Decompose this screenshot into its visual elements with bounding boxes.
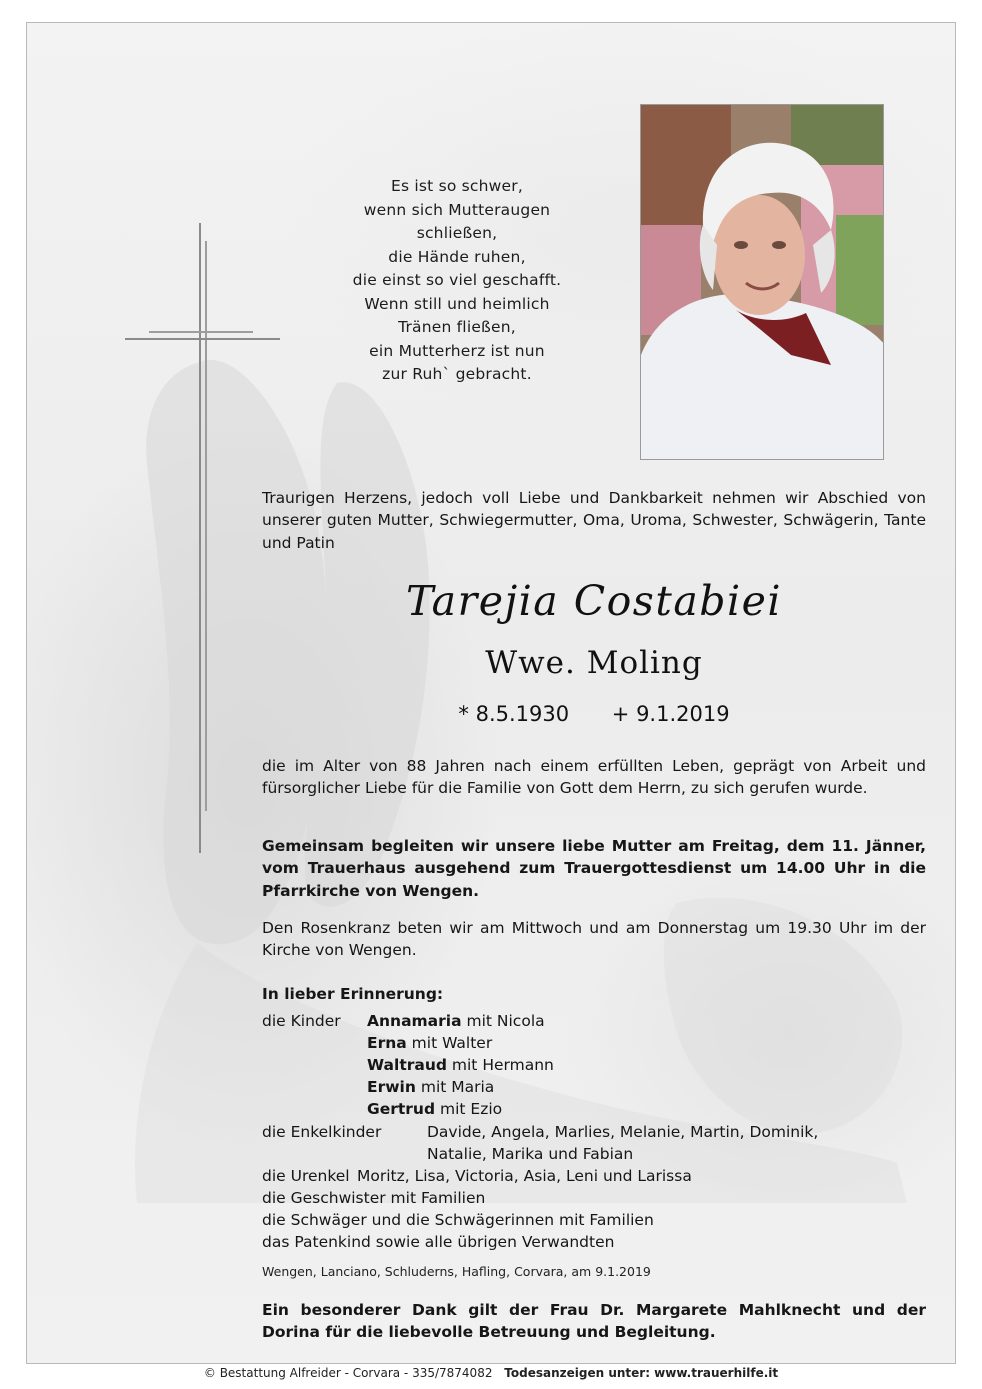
footer — [0, 1366, 982, 1380]
children-row — [262, 1010, 341, 1032]
death-date: + 9.1.2019 — [611, 702, 730, 726]
description-text: die im Alter von 88 Jahren nach einem erfüllten Leben, geprägt von Arbeit und fürsorglicher Liebe für die Familie von Gott dem Herrn, zu sich gerufen wurde. — [262, 757, 926, 798]
obituary-card — [26, 22, 956, 1364]
greatgrandchildren-names: Moritz, Lisa, Victoria, Asia, Leni und Larissa — [357, 1167, 692, 1185]
grandchildren-label: die Enkelkinder — [262, 1123, 382, 1141]
footer-copyright: © Bestattung Alfreider - Corvara - 335/7874082 — [203, 1366, 493, 1380]
child-partner: mit Maria — [420, 1078, 495, 1096]
poem-line: die einst so viel geschafft. — [352, 271, 562, 289]
children-label: die Kinder — [262, 1012, 341, 1030]
other-mourners-line: die Schwäger und die Schwägerinnen mit Familien — [262, 1211, 654, 1229]
child-entry — [367, 1010, 545, 1032]
poem-line: Tränen fließen, — [398, 318, 516, 336]
poem-line: ein Mutterherz ist nun — [369, 341, 545, 360]
child-name: Gertrud — [367, 1100, 436, 1118]
poem-line: schließen, — [416, 224, 498, 242]
cross-icon — [125, 223, 280, 853]
child-name: Annamaria — [367, 1012, 462, 1030]
places-date: Wengen, Lanciano, Schluderns, Hafling, Corvara, am 9.1.2019 — [262, 1264, 651, 1279]
rosary-text: Den Rosenkranz beten wir am Mittwoch und am Donnerstag um 19.30 Uhr im der Kirche von Wengen. — [262, 919, 926, 960]
child-name: Waltraud — [367, 1056, 447, 1074]
child-entry — [367, 1076, 494, 1098]
child-partner: mit Walter — [411, 1034, 493, 1052]
life-dates — [262, 697, 926, 731]
child-entry — [367, 1098, 502, 1120]
mourners-heading: In lieber Erinnerung: — [262, 985, 444, 1003]
child-partner: mit Nicola — [466, 1012, 545, 1030]
child-entry — [367, 1054, 554, 1076]
deceased-subname: Wwe. Moling — [485, 645, 703, 681]
deceased-name: Tarejia Costabiei — [405, 577, 783, 625]
poem-line: wenn sich Mutteraugen — [363, 200, 551, 219]
grandchildren-line: Natalie, Marika und Fabian — [427, 1145, 634, 1163]
grandchildren-line: Davide, Angela, Marlies, Melanie, Martin, Dominik, — [427, 1123, 819, 1141]
child-entry — [367, 1032, 492, 1054]
poem-line: die Hände ruhen, — [388, 247, 526, 266]
footer-website: Todesanzeigen unter: www.trauerhilfe.it — [504, 1366, 779, 1380]
poem-line: Wenn still und heimlich — [364, 294, 550, 313]
birth-date: * 8.5.1930 — [458, 702, 570, 726]
thanks-text: Ein besonderer Dank gilt der Frau Dr. Margarete Mahlknecht und der Dorina für die liebevolle Betreuung und Begleitung. — [262, 1301, 926, 1342]
child-name: Erwin — [367, 1078, 416, 1096]
other-mourners-line: die Geschwister mit Familien — [262, 1189, 486, 1207]
other-mourners-line: das Patenkind sowie alle übrigen Verwandten — [262, 1233, 615, 1251]
child-partner: mit Hermann — [451, 1056, 554, 1074]
memorial-poem — [297, 175, 617, 387]
portrait-photo — [640, 104, 884, 460]
poem-line: Es ist so schwer, — [390, 177, 523, 195]
child-partner: mit Ezio — [440, 1100, 503, 1118]
child-name: Erna — [367, 1034, 407, 1052]
greatgrandchildren-label: die Urenkel — [262, 1167, 350, 1185]
ceremony-text: Gemeinsam begleiten wir unsere liebe Mutter am Freitag, dem 11. Jänner, vom Trauerhaus ausgehend zum Trauergottesdienst um 14.00 Uhr in die Pfarrkirche von Wengen. — [262, 837, 926, 900]
poem-line: zur Ruh` gebracht. — [382, 365, 532, 383]
intro-text: Traurigen Herzens, jedoch voll Liebe und Dankbarkeit nehmen wir Abschied von unserer guten Mutter, Schwiegermutter, Oma, Uroma, Schwester, Schwägerin, Tante und Patin — [262, 489, 926, 552]
